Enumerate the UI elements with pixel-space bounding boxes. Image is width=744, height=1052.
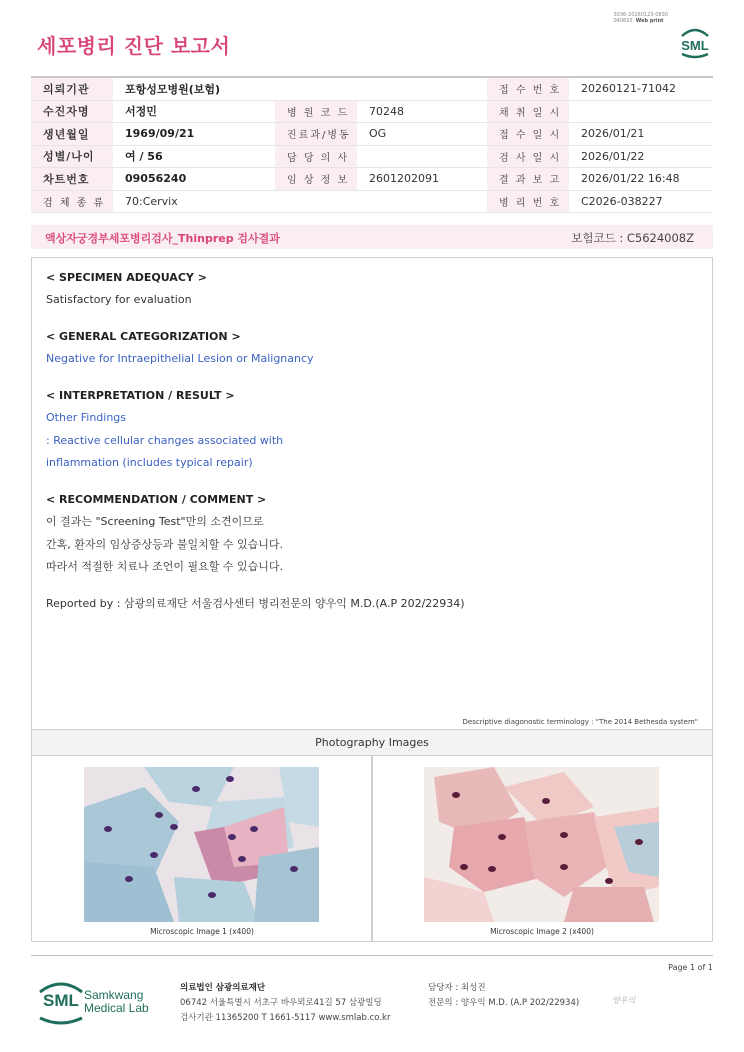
patient-info-table bbox=[31, 76, 713, 213]
info-row bbox=[31, 145, 713, 168]
info-value: OG bbox=[357, 123, 487, 146]
microscopic-image-2 bbox=[424, 767, 659, 922]
info-value: 20260121-71042 bbox=[569, 77, 713, 100]
section-general bbox=[46, 329, 314, 374]
info-row bbox=[31, 123, 713, 146]
info-row bbox=[31, 100, 713, 123]
footer-address bbox=[180, 996, 390, 1026]
photo-header: Photography Images bbox=[31, 729, 713, 756]
info-label: 의뢰기관 bbox=[31, 77, 113, 100]
print-code-line2: 040822 bbox=[613, 18, 633, 24]
footer-responsible-1: 담당자 : 최성진 bbox=[428, 983, 486, 993]
sml-logo-icon bbox=[676, 26, 714, 60]
info-label: 수진자명 bbox=[31, 100, 113, 123]
web-print-label: Web print bbox=[635, 18, 664, 24]
microscopic-image-1 bbox=[84, 767, 319, 922]
footer-divider bbox=[31, 955, 713, 956]
info-label: 임 상 정 보 bbox=[275, 168, 357, 191]
doctor-signature: 양우익 bbox=[612, 996, 636, 1005]
info-label: 채 취 일 시 bbox=[487, 100, 569, 123]
caption-image-1: Microscopic Image 1 (x400) bbox=[150, 927, 254, 936]
interp-title: < INTERPRETATION / RESULT > bbox=[46, 389, 235, 402]
interp-line-2: : Reactive cellular changes associated with bbox=[46, 433, 284, 447]
rec-line-3: 따라서 적절한 치료나 조언이 필요할 수 있습니다. bbox=[46, 560, 283, 573]
info-value: 2601202091 bbox=[357, 168, 487, 191]
rec-line-2: 간혹, 환자의 임상증상등과 불일치할 수 있습니다. bbox=[46, 537, 283, 551]
info-value: 포항성모병원(보험) bbox=[113, 77, 275, 100]
info-label: 접 수 번 호 bbox=[487, 77, 569, 100]
footer-logo bbox=[36, 978, 176, 1028]
info-row bbox=[31, 190, 713, 213]
rec-line-1: 이 결과는 "Screening Test"만의 소견이므로 bbox=[46, 515, 264, 528]
adequacy-title: < SPECIMEN ADEQUACY > bbox=[46, 271, 207, 284]
info-label: 진료과/병동 bbox=[275, 123, 357, 146]
photo-panel-2 bbox=[371, 755, 713, 942]
info-label: 검 체 종 류 bbox=[31, 190, 113, 213]
test-name: 액상자궁경부세포병리검사_Thinprep 검사결과 bbox=[45, 232, 280, 245]
general-text: Negative for Intraepithelial Lesion or Malignancy bbox=[46, 352, 314, 365]
info-label: 담 당 의 사 bbox=[275, 145, 357, 168]
footer-logo-name bbox=[84, 989, 149, 1015]
info-value: 여 / 56 bbox=[113, 145, 275, 168]
insurance-code: 보험코드 : C5624008Z bbox=[571, 231, 694, 245]
print-code-line1: 3036-20260123-0830 bbox=[613, 12, 668, 18]
info-label: 검 사 일 시 bbox=[487, 145, 569, 168]
info-value: 09056240 bbox=[113, 168, 275, 191]
info-value: 2026/01/22 bbox=[569, 145, 713, 168]
result-box bbox=[31, 257, 713, 731]
bethesda-note: Descriptive diagonostic terminology : "The 2014 Bethesda system" bbox=[462, 718, 698, 726]
svg-text:SML: SML bbox=[681, 38, 709, 53]
info-value: 2026/01/22 16:48 bbox=[569, 168, 713, 191]
footer-responsible bbox=[428, 981, 579, 1011]
info-value bbox=[569, 100, 713, 123]
interp-line-1: Other Findings bbox=[46, 411, 127, 424]
info-value: 서정민 bbox=[113, 100, 275, 123]
footer-address-1: 06742 서울특별시 서초구 바우뫼로41길 57 삼광빌딩 bbox=[180, 998, 382, 1008]
print-code bbox=[613, 12, 668, 24]
photo-panel-1 bbox=[31, 755, 373, 942]
info-label: 병 원 코 드 bbox=[275, 100, 357, 123]
info-label bbox=[275, 190, 357, 213]
info-label: 성별/나이 bbox=[31, 145, 113, 168]
general-title: < GENERAL CATEGORIZATION > bbox=[46, 330, 241, 343]
footer-organization: 의료법인 삼광의료재단 bbox=[180, 983, 266, 993]
caption-image-2: Microscopic Image 2 (x400) bbox=[490, 927, 594, 936]
info-label: 접 수 일 시 bbox=[487, 123, 569, 146]
report-title: 세포병리 진단 보고서 bbox=[37, 34, 231, 58]
section-adequacy bbox=[46, 270, 207, 315]
rec-title: < RECOMMENDATION / COMMENT > bbox=[46, 493, 267, 506]
info-value: 2026/01/21 bbox=[569, 123, 713, 146]
info-value: 1969/09/21 bbox=[113, 123, 275, 146]
info-value: 70248 bbox=[357, 100, 487, 123]
info-label: 생년월일 bbox=[31, 123, 113, 146]
footer-address-2: 검사기관 11365200 T 1661-5117 www.smlab.co.kr bbox=[180, 1013, 391, 1023]
info-value bbox=[357, 145, 487, 168]
info-label: 병 리 번 호 bbox=[487, 190, 569, 213]
interp-line-3: inflammation (includes typical repair) bbox=[46, 456, 253, 469]
info-row bbox=[31, 168, 713, 191]
footer-logo-name-2: Medical Lab bbox=[84, 1001, 149, 1015]
info-value bbox=[357, 77, 487, 100]
section-interpretation bbox=[46, 388, 283, 478]
section-recommendation bbox=[46, 492, 283, 582]
footer-logo-name-1: Samkwang bbox=[84, 988, 144, 1002]
info-label bbox=[275, 77, 357, 100]
page-number: Page 1 of 1 bbox=[668, 963, 713, 972]
footer-logo-mark: SML bbox=[43, 991, 79, 1010]
info-label: 차트번호 bbox=[31, 168, 113, 191]
footer-responsible-2: 전문의 : 양우익 M.D. (A.P 202/22934) bbox=[428, 998, 580, 1008]
info-value: 70:Cervix bbox=[113, 190, 275, 213]
info-label: 결 과 보 고 bbox=[487, 168, 569, 191]
info-value: C2026-038227 bbox=[569, 190, 713, 213]
reported-by: Reported by : 삼광의료재단 서울검사센터 병리전문의 양우익 M.D.(A.P 202/22934) bbox=[46, 597, 465, 610]
info-value bbox=[357, 190, 487, 213]
adequacy-text: Satisfactory for evaluation bbox=[46, 293, 192, 306]
info-row bbox=[31, 77, 713, 100]
